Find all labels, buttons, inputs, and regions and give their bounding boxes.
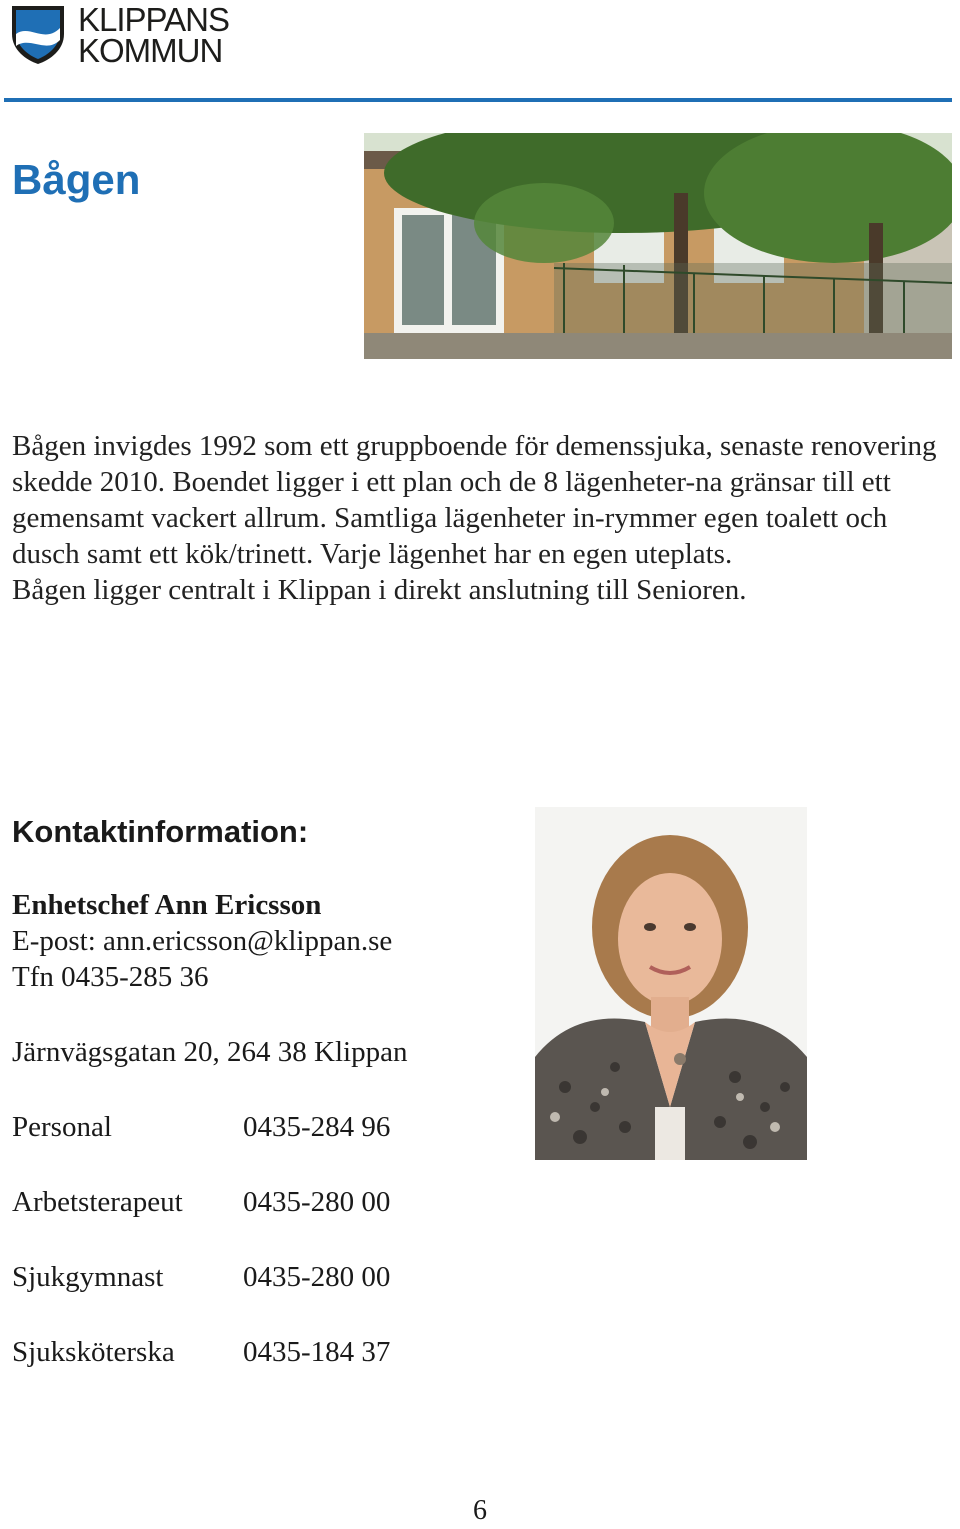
building-photo	[364, 133, 952, 359]
logo-line-2: KOMMUN	[78, 32, 223, 69]
logo-line-1: KLIPPANS	[78, 1, 229, 38]
contact-row-label: Arbetsterapeut	[12, 1186, 183, 1218]
manager-name: Enhetschef Ann Ericsson	[12, 889, 322, 921]
page-title: Bågen	[12, 156, 141, 203]
manager-phone: Tfn 0435-285 36	[12, 961, 209, 993]
contact-row-phone: 0435-284 96	[243, 1111, 391, 1143]
intro-text	[12, 428, 942, 608]
contact-row-label: Sjukgymnast	[12, 1261, 164, 1293]
contact-heading: Kontaktinformation:	[12, 814, 309, 849]
page-number: 6	[473, 1495, 487, 1526]
intro-paragraph: Bågen invigdes 1992 som ett gruppboende för demenssjuka, senaste renovering skedde 2010. Boendet ligger i ett plan och de 8 lägenheter-na gränsar till ett gemensamt vackert allrum. Samtliga lägenheter in-rymmer egen toalett och dusch samt ett kök/trinett. Varje lägenhet har en egen uteplats.	[12, 430, 937, 570]
contact-row-phone: 0435-184 37	[243, 1336, 391, 1368]
coat-of-arms-icon	[10, 4, 66, 66]
contact-row-label: Sjuksköterska	[12, 1336, 175, 1368]
intro-paragraph: Bågen ligger centralt i Klippan i direkt anslutning till Senioren.	[12, 574, 747, 606]
manager-portrait	[535, 807, 807, 1160]
logo-wordmark	[78, 1, 229, 69]
header-divider	[4, 98, 952, 102]
contact-row-label: Personal	[12, 1111, 112, 1143]
contact-row-phone: 0435-280 00	[243, 1186, 391, 1218]
municipality-logo	[8, 2, 248, 74]
manager-email[interactable]: E-post: ann.ericsson@klippan.se	[12, 925, 393, 957]
contact-row-phone: 0435-280 00	[243, 1261, 391, 1293]
address: Järnvägsgatan 20, 264 38 Klippan	[12, 1036, 408, 1068]
